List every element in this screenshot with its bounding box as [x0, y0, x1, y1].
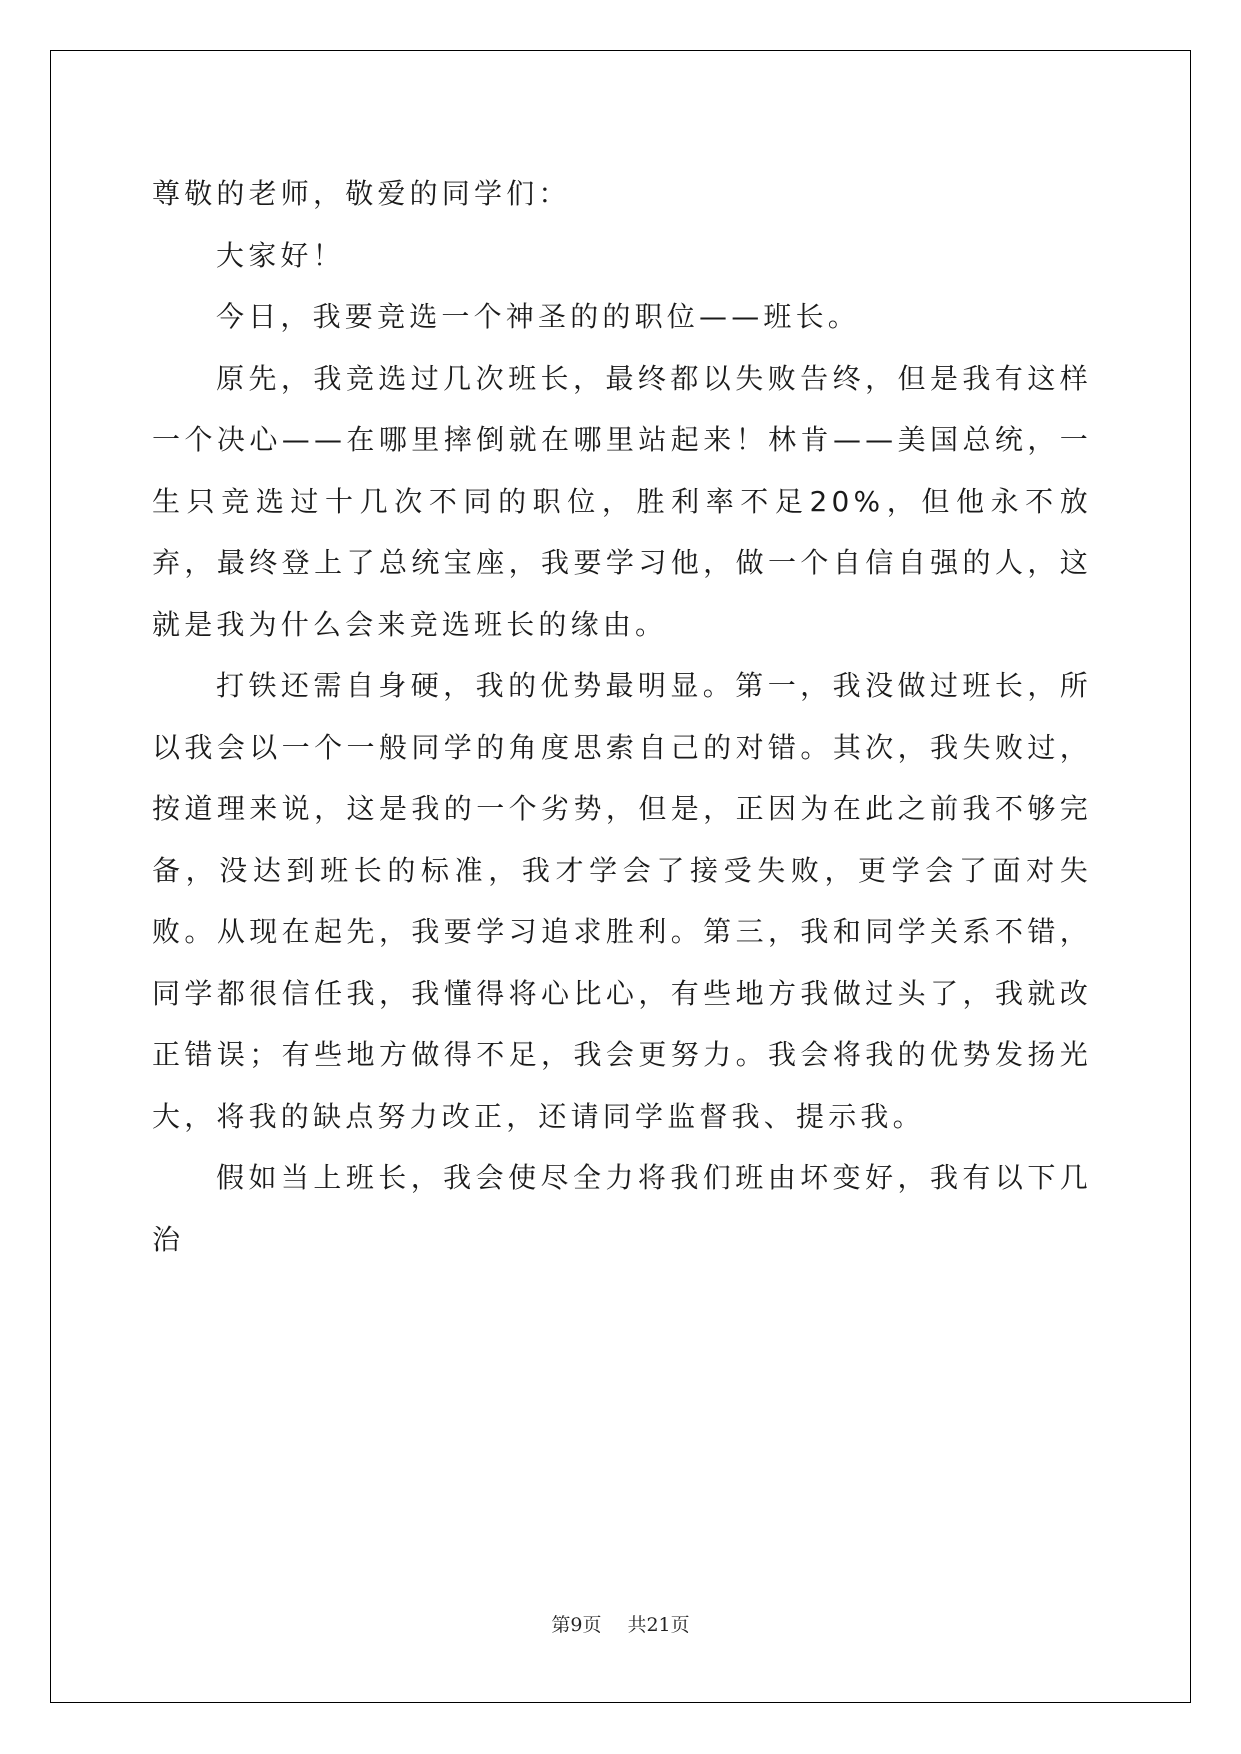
document-body	[152, 163, 1092, 1270]
paragraph: 大家好！	[216, 238, 345, 272]
paragraph: 今日，我要竞选一个神圣的的职位——班长。	[216, 300, 861, 333]
greeting-line: 尊敬的老师，敬爱的同学们：	[152, 177, 571, 210]
page-footer	[0, 1610, 1241, 1637]
page-total: 共21页	[627, 1614, 690, 1636]
paragraph: 假如当上班长，我会使尽全力将我们班由坏变好，我有以下几治	[152, 1161, 1092, 1256]
paragraph: 原先，我竞选过几次班长，最终都以失败告终，但是我有这样一个决心——在哪里摔倒就在哪里站起来！林肯——美国总统，一生只竞选过十几次不同的职位，胜利率不足20%，但他永不放弃，最终登上了总统宝座，我要学习他，做一个自信自强的人，这就是我为什么会来竞选班长的缘由。	[152, 361, 1092, 641]
paragraph: 打铁还需自身硬，我的优势最明显。第一，我没做过班长，所以我会以一个一般同学的角度思索自己的对错。其次，我失败过，按道理来说，这是我的一个劣势，但是，正因为在此之前我不够完备，没达到班长的标准，我才学会了接受失败，更学会了面对失败。从现在起先，我要学习追求胜利。第三，我和同学关系不错，同学都很信任我，我懂得将心比心，有些地方我做过头了，我就改正错误；有些地方做得不足，我会更努力。我会将我的优势发扬光大，将我的缺点努力改正，还请同学监督我、提示我。	[152, 669, 1092, 1133]
page-number: 第9页	[551, 1614, 602, 1636]
